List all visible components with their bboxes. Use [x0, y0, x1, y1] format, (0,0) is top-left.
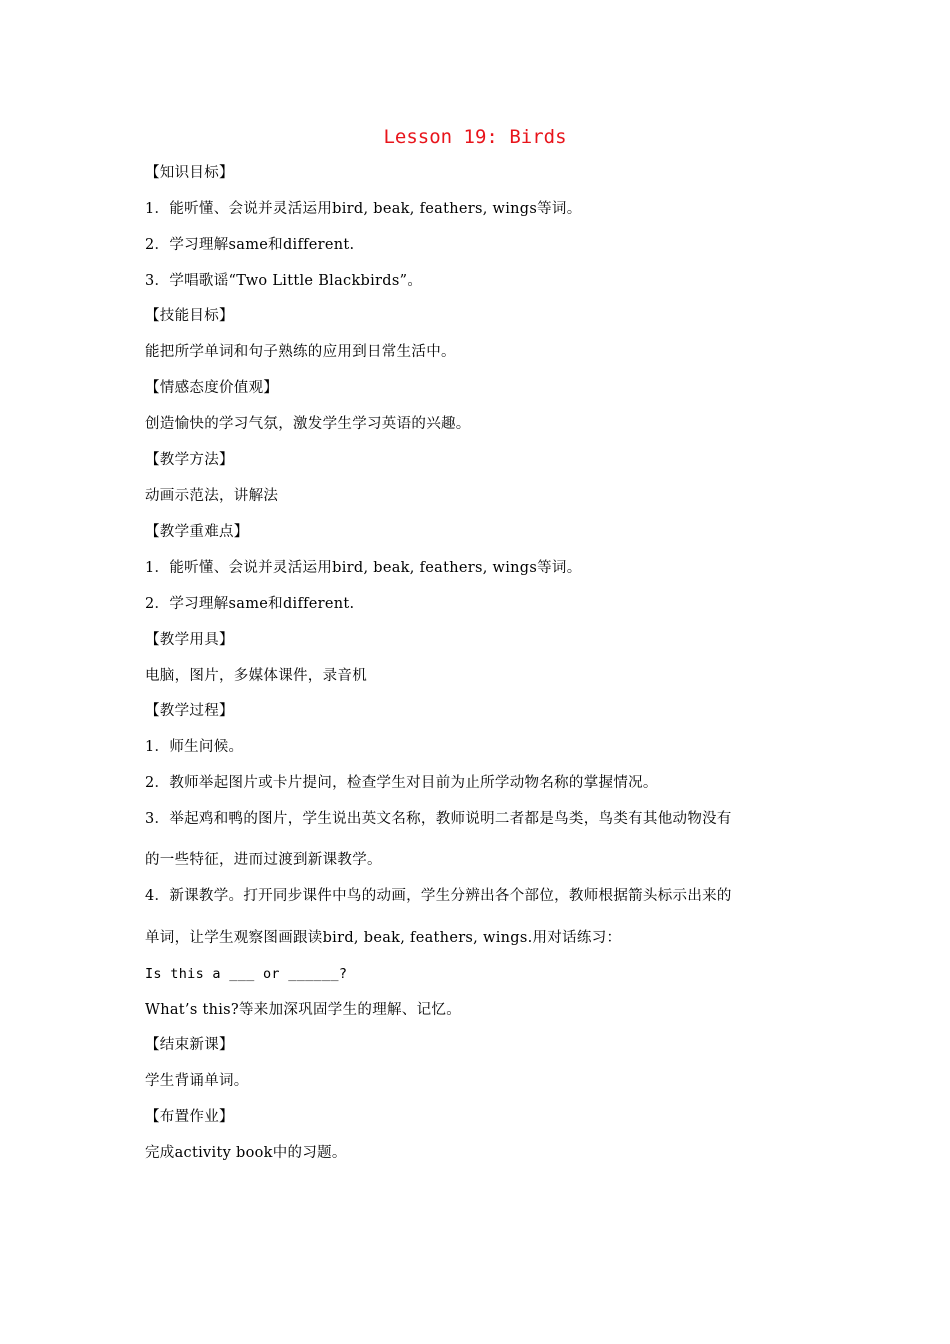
heading-teaching-methods: 【教学方法】	[145, 452, 234, 468]
process-step-3-continued: 的一些特征，进而过渡到新课教学。	[145, 852, 382, 868]
teaching-methods-text: 动画示范法，讲解法	[145, 488, 279, 504]
knowledge-goal-2: 2．学习理解same和different.	[145, 237, 355, 253]
closing-text: 学生背诵单词。	[145, 1073, 249, 1089]
key-point-1: 1．能听懂、会说并灵活运用bird, beak, feathers, wings等词。	[145, 560, 582, 576]
key-point-2: 2．学习理解same和different.	[145, 596, 355, 612]
dialogue-question-2: What’s this?等来加深巩固学生的理解、记忆。	[145, 1002, 461, 1018]
skill-goal-text: 能把所学单词和句子熟练的应用到日常生活中。	[145, 344, 456, 360]
heading-knowledge-goals: 【知识目标】	[145, 165, 234, 181]
heading-closing: 【结束新课】	[145, 1037, 234, 1053]
homework-text: 完成activity book中的习题。	[145, 1145, 347, 1161]
process-step-1: 1．师生问候。	[145, 739, 244, 755]
heading-skill-goals: 【技能目标】	[145, 308, 234, 324]
attitude-values-text: 创造愉快的学习气氛，激发学生学习英语的兴趣。	[145, 416, 471, 432]
heading-key-difficult-points: 【教学重难点】	[145, 524, 249, 540]
process-step-3: 3．举起鸡和鸭的图片，学生说出英文名称，教师说明二者都是鸟类，鸟类有其他动物没有	[145, 811, 732, 827]
heading-attitude-values: 【情感态度价值观】	[145, 380, 279, 396]
process-step-4-continued: 单词，让学生观察图画跟读bird, beak, feathers, wings.用对话练习：	[145, 930, 622, 946]
process-step-2: 2．教师举起图片或卡片提问，检查学生对目前为止所学动物名称的掌握情况。	[145, 775, 658, 791]
heading-teaching-tools: 【教学用具】	[145, 632, 234, 648]
heading-homework: 【布置作业】	[145, 1109, 234, 1125]
process-step-4: 4．新课教学。打开同步课件中鸟的动画，学生分辨出各个部位，教师根据箭头标示出来的	[145, 888, 732, 904]
heading-teaching-process: 【教学过程】	[145, 703, 234, 719]
lesson-title: Lesson 19: Birds	[383, 126, 567, 148]
knowledge-goal-3: 3．学唱歌谣“Two Little Blackbirds”。	[145, 273, 423, 289]
teaching-tools-text: 电脑，图片，多媒体课件，录音机	[145, 668, 367, 684]
knowledge-goal-1: 1．能听懂、会说并灵活运用bird, beak, feathers, wings等词。	[145, 201, 582, 217]
dialogue-question-1: Is this a ___ or ______?	[145, 966, 348, 982]
